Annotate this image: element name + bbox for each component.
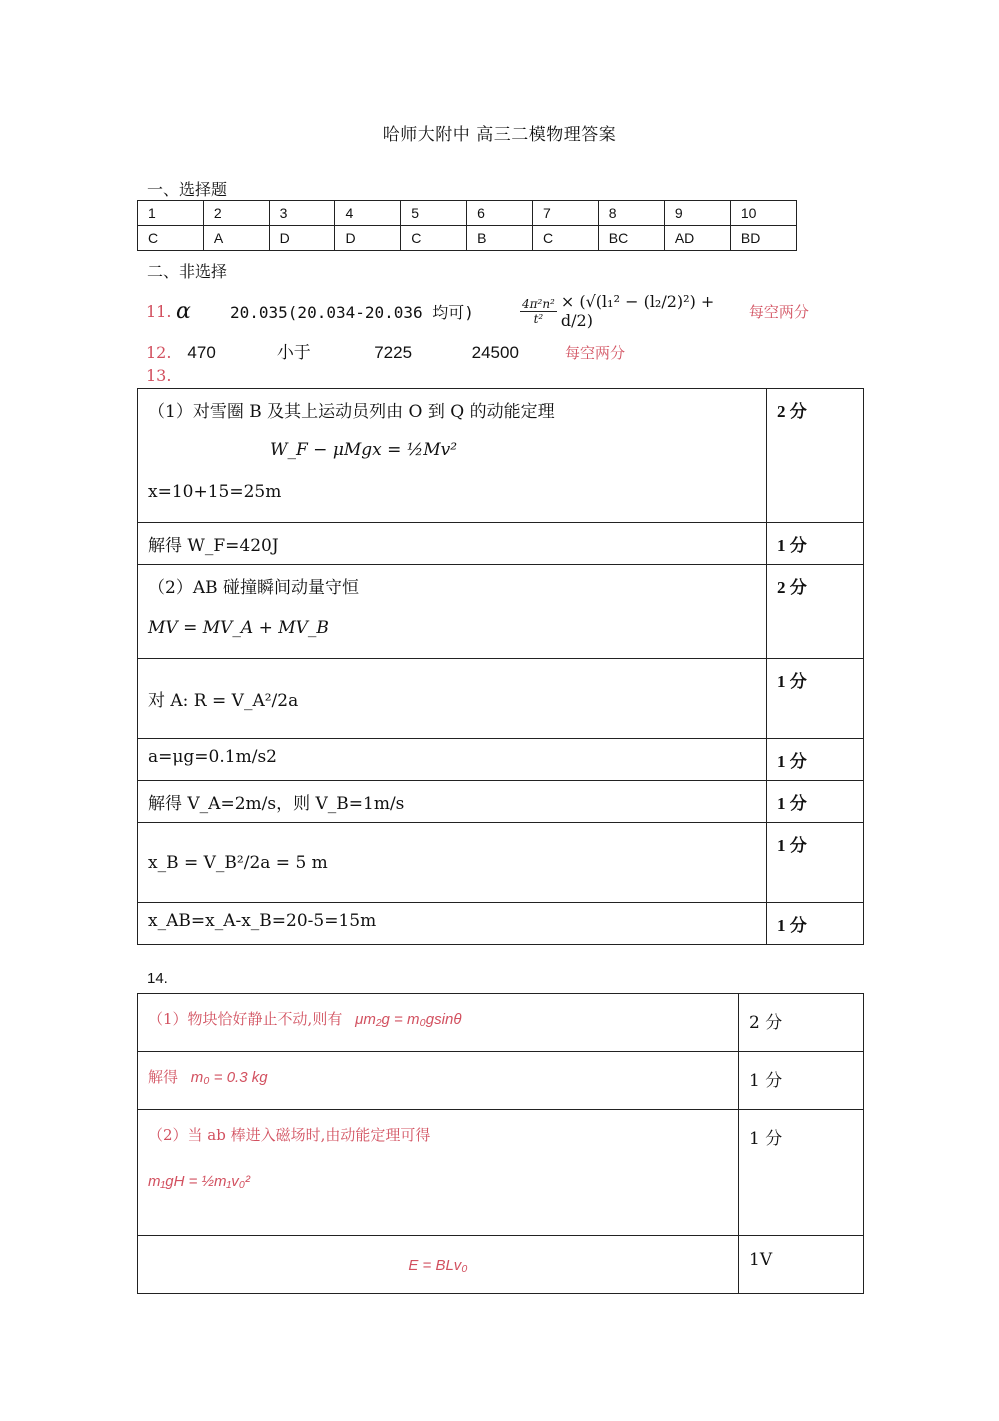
table-row (138, 389, 864, 523)
table-row (138, 739, 864, 781)
equation: m₀ = 0.3 kg (190, 1069, 268, 1086)
cell: C (532, 226, 598, 251)
solution-cell (138, 1052, 739, 1110)
solution-cell: 解得 W_F=420J (138, 523, 767, 565)
equation: MV = MV_A + MV_B (148, 618, 329, 638)
question-13-number: 13. (146, 366, 172, 385)
table-row (138, 565, 864, 659)
solution-cell: x_B = V_B²/2a = 5 m (138, 823, 767, 903)
numerator: 4π²n² (522, 296, 555, 311)
cell: 3 (269, 201, 335, 226)
score-cell: 2 分 (739, 994, 864, 1052)
question-12 (146, 338, 625, 363)
cell: BC (598, 226, 664, 251)
answer-1: α (176, 298, 191, 324)
equation: m₁gH = ½m₁v₀² (148, 1173, 251, 1190)
step-text: （2）AB 碰撞瞬间动量守恒 (148, 578, 359, 598)
cell: BD (730, 226, 796, 251)
cell: 4 (335, 201, 401, 226)
answer-1: 470 (187, 343, 216, 362)
question-13-table (137, 388, 864, 945)
answer-3: 7225 (374, 343, 413, 362)
question-11 (146, 292, 809, 330)
score-cell: 1 分 (767, 659, 864, 739)
table-row (138, 781, 864, 823)
answer-3-rest: × (√(l₁² − (l₂/2)²) + d/2) (560, 292, 715, 330)
table-row (138, 523, 864, 565)
cell: A (203, 226, 269, 251)
page-title: 哈师大附中 高三二模物理答案 (382, 125, 617, 145)
step-text: x=10+15=25m (148, 482, 282, 502)
cell: C (401, 226, 467, 251)
solution-cell (138, 1110, 739, 1236)
question-14-number: 14. (147, 970, 168, 987)
score-cell: 1 分 (739, 1052, 864, 1110)
cell: AD (664, 226, 730, 251)
question-number-row (138, 201, 797, 226)
step-text: （1）对雪圈 B 及其上运动员列由 O 到 Q 的动能定理 (148, 402, 555, 422)
section-heading-choice: 一、选择题 (147, 180, 228, 199)
score-cell: 1 分 (739, 1110, 864, 1236)
cell: D (269, 226, 335, 251)
cell: 7 (532, 201, 598, 226)
solution-cell (138, 1236, 739, 1294)
solution-cell (138, 389, 767, 523)
score-cell: 2 分 (767, 565, 864, 659)
cell: D (335, 226, 401, 251)
score-cell: 1 分 (767, 903, 864, 945)
solution-cell (138, 565, 767, 659)
step-text: （2）当 ab 棒进入磁场时,由动能定理可得 (148, 1126, 431, 1144)
answer-3-fraction (520, 298, 557, 325)
solution-cell: x_AB=x_A-x_B=20-5=15m (138, 903, 767, 945)
solution-cell: 解得 V_A=2m/s，则 V_B=1m/s (138, 781, 767, 823)
equation: E = BLv₀ (408, 1256, 468, 1274)
cell: 10 (730, 201, 796, 226)
table-row (138, 1110, 864, 1236)
cell: 1 (138, 201, 204, 226)
answer-2: 小于 (276, 343, 311, 363)
answer-4: 24500 (471, 343, 519, 362)
table-row (138, 1052, 864, 1110)
score-cell: 1 分 (767, 781, 864, 823)
question-number: 12. (146, 343, 172, 362)
score-note: 每空两分 (565, 344, 626, 362)
cell: 2 (203, 201, 269, 226)
equation: μm₂g = m₀gsinθ (355, 1011, 462, 1028)
denominator: t² (533, 311, 544, 326)
score-cell: 1 分 (767, 523, 864, 565)
section-heading-nonchoice: 二、非选择 (147, 262, 228, 281)
question-number: 11. (146, 301, 172, 321)
score-cell: 1V (739, 1236, 864, 1294)
table-row (138, 1236, 864, 1294)
question-14-table (137, 993, 864, 1294)
cell: 5 (401, 201, 467, 226)
cell: 8 (598, 201, 664, 226)
answer-2: 20.035(20.034-20.036 均可) (230, 302, 474, 322)
solution-cell: a=μg=0.1m/s2 (138, 739, 767, 781)
score-cell: 1 分 (767, 739, 864, 781)
score-cell: 1 分 (767, 823, 864, 903)
step-text: 解得 (148, 1068, 179, 1086)
cell: B (467, 226, 533, 251)
score-cell: 2 分 (767, 389, 864, 523)
table-row (138, 994, 864, 1052)
score-note: 每空两分 (748, 302, 809, 321)
table-row (138, 903, 864, 945)
table-row (138, 659, 864, 739)
cell: 6 (467, 201, 533, 226)
choice-answer-table (137, 200, 797, 251)
solution-cell: 对 A: R = V_A²/2a (138, 659, 767, 739)
equation: W_F − μMgx = ½Mv² (270, 440, 458, 460)
cell: C (138, 226, 204, 251)
table-row (138, 823, 864, 903)
step-text: （1）物块恰好静止不动,则有 (148, 1010, 343, 1028)
cell: 9 (664, 201, 730, 226)
answer-row (138, 226, 797, 251)
solution-cell (138, 994, 739, 1052)
